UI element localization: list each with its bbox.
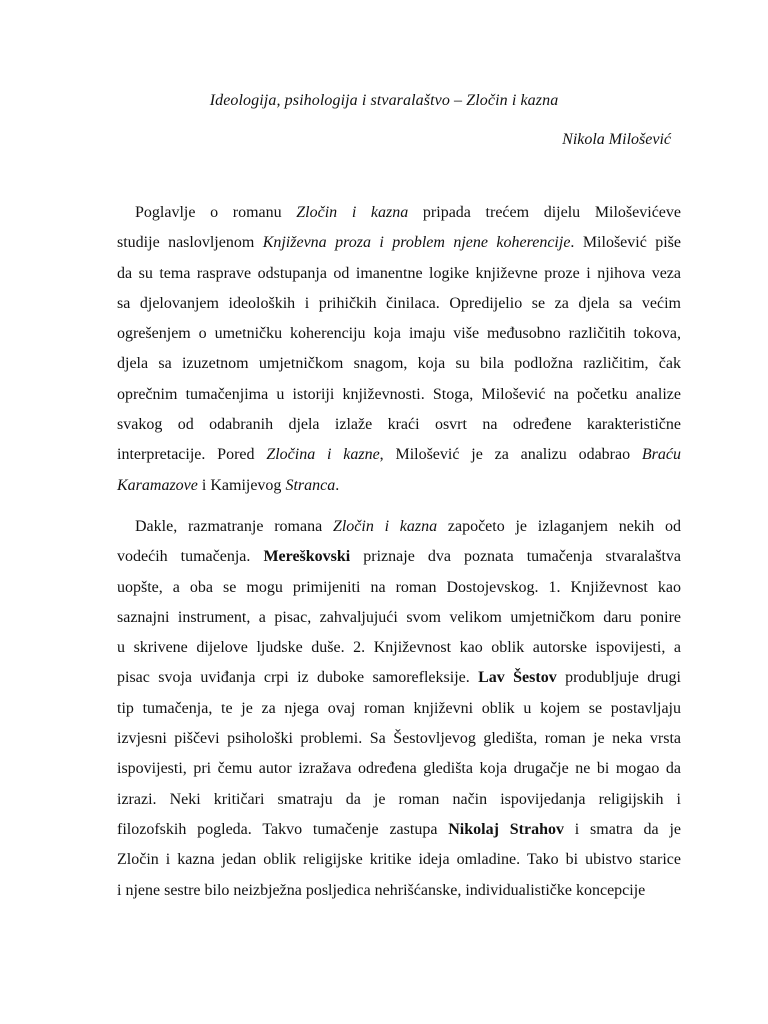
- italic-title: Stranca: [285, 476, 336, 494]
- text-run: priznaje dva poznata tumačenja stvaralaštva: [350, 548, 682, 566]
- bold-name: Mereškovski: [263, 548, 351, 566]
- text-run: saznajni instrument, a pisac, zahvaljujući svom velikom umjetničkom daru ponire: [117, 608, 681, 626]
- text-run: Dakle, razmatranje romana: [135, 518, 333, 535]
- italic-title: Karamazove: [117, 476, 198, 494]
- text-line: [117, 663, 681, 693]
- text-run: produbljuje drugi: [556, 669, 681, 687]
- text-run: filozofskih pogleda. Takvo tumačenje zastupa: [117, 820, 449, 838]
- text-line: [117, 845, 681, 875]
- text-run: interpretacije. Pored: [117, 446, 267, 464]
- text-run: svakog od odabranih djela izlaže kraći osvrt na određene karakteristične: [117, 416, 681, 434]
- text-run: i njene sestre bilo neizbježna posljedica nehrišćanske, individualističke koncepcije: [117, 881, 646, 899]
- text-run: u skrivene dijelove ljudske duše. 2. Književnost kao oblik autorske ispovijesti, a: [117, 639, 681, 657]
- text-run: i smatra da je: [563, 820, 681, 838]
- text-line: [117, 410, 681, 440]
- text-run: uopšte, a oba se mogu primijeniti na roman Dostojevskog. 1. Književnost kao: [117, 578, 681, 596]
- text-run: izrazi. Neki kritičari smatraju da je roman način ispovijedanja religijskih i: [117, 790, 681, 808]
- bold-name: Lav Šestov: [478, 669, 557, 687]
- text-run: Zločin i kazna jedan oblik religijske kritike ideja omladine. Tako bi ubistvo starice: [117, 851, 681, 869]
- text-run: ispovijesti, pri čemu autor izražava određena gledišta koja drugačje ne bi mogao da: [117, 760, 681, 778]
- text-run: i Kamijevog: [197, 476, 286, 494]
- text-line: [117, 228, 681, 258]
- text-line: [117, 633, 681, 663]
- italic-title: Zločin i kazna: [296, 204, 409, 221]
- text-run: Poglavlje o romanu: [135, 204, 297, 221]
- text-line: [117, 573, 681, 603]
- text-line: [117, 542, 681, 572]
- text-run: pisac svoja uviđanja crpi iz duboke samorefleksije.: [117, 669, 479, 687]
- text-line: [117, 603, 681, 633]
- text-line: [117, 754, 681, 784]
- text-line: [117, 259, 681, 289]
- author-name: Nikola Milošević: [562, 131, 671, 148]
- italic-title: Književna proza i problem njene koherencije: [262, 234, 571, 252]
- text-line: [117, 198, 681, 228]
- text-line: [117, 319, 681, 349]
- text-line: [117, 380, 681, 410]
- italic-title: Zločina i kazne: [266, 446, 380, 464]
- text-run: tip tumačenja, te je za njega ovaj roman književni oblik u kojem se postavljaju: [117, 699, 681, 717]
- text-run: sa djelovanjem ideoloških i prihičkih činilaca. Opredijelio se za djela sa većim: [117, 294, 681, 312]
- text-run: ogrešenjem o umetničku koherenciju koja imaju više međusobno različitih tokova,: [117, 325, 681, 343]
- text-run: oprečnim tumačenjima u istoriji književnosti. Stoga, Milošević na početku analize: [117, 385, 681, 403]
- text-run: djela sa izuzetnom umjetničkom snagom, koja su bila podložna različitim, čak: [117, 355, 681, 373]
- text-line: [117, 694, 681, 724]
- text-run: pripada trećem dijelu Miloševićeve: [408, 204, 682, 221]
- text-run: .: [335, 476, 340, 494]
- text-run: studije naslovljenom: [117, 234, 263, 252]
- text-run: , Milošević je za analizu odabrao: [379, 446, 642, 464]
- text-line: [117, 815, 681, 845]
- text-line: [117, 876, 681, 906]
- text-run: . Milošević piše: [570, 234, 681, 252]
- text-line: [117, 785, 681, 815]
- text-line: [117, 724, 681, 754]
- document-title: Ideologija, psihologija i stvaralaštvo – Zločin i kazna: [209, 92, 559, 109]
- italic-title: Zločin i kazna: [332, 518, 438, 535]
- italic-title: Braću: [641, 446, 682, 464]
- text-run: vodećih tumačenja.: [117, 548, 264, 566]
- text-line: [117, 349, 681, 379]
- text-run: započeto je izlaganjem nekih od: [437, 518, 681, 535]
- paragraph-1: [117, 198, 681, 501]
- bold-name: Nikolaj Strahov: [448, 820, 564, 838]
- text-line: [117, 440, 681, 470]
- text-line: [117, 289, 681, 319]
- text-line: [117, 471, 681, 501]
- text-run: izvjesni piščevi psihološki problemi. Sa Šestovljevog gledišta, roman je neka vrsta: [117, 730, 681, 748]
- text-run: da su tema rasprave odstupanja od imanentne logike književne proze i njihova veza: [117, 264, 681, 282]
- text-line: [117, 512, 681, 542]
- paragraph-2: [117, 512, 681, 906]
